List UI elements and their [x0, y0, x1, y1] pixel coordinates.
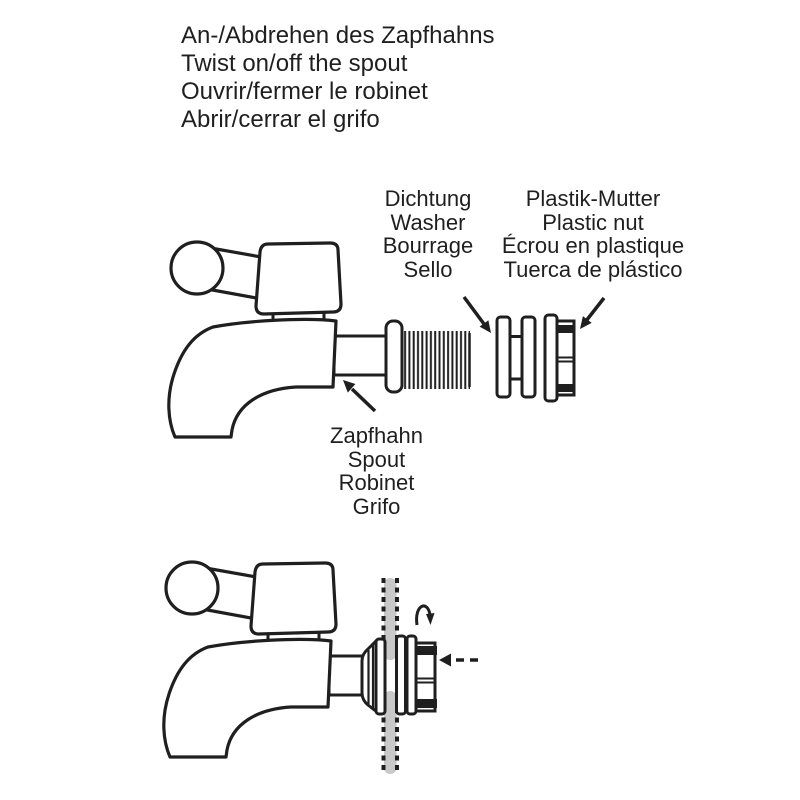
spout-label-de: Zapfhahn	[330, 423, 423, 448]
washer-label-fr: Bourrage	[382, 233, 474, 258]
nut-label-de: Plastik-Mutter	[525, 186, 661, 211]
insert-direction-arrow-icon	[439, 654, 478, 667]
plastic-nut-label	[487, 187, 699, 281]
washer-pointer-arrow-icon	[464, 297, 491, 333]
instruction-title	[181, 22, 495, 134]
title-line-fr: Ouvrir/fermer le robinet	[181, 78, 428, 105]
spout-label	[304, 424, 449, 518]
plastic-nut-part	[545, 315, 574, 401]
spout-pointer-arrow-icon	[343, 380, 375, 411]
spout-label-fr: Robinet	[338, 470, 415, 495]
spout-flange	[386, 321, 402, 392]
title-line-de: An-/Abdrehen des Zapfhahns	[181, 22, 495, 49]
title-line-en: Twist on/off the spout	[181, 50, 408, 77]
spout-label-es: Grifo	[352, 493, 401, 519]
nut-pointer-arrow-icon	[580, 298, 604, 329]
nut-label-es: Tuerca de plástico	[503, 256, 683, 282]
washer-label-de: Dichtung	[384, 186, 472, 211]
spout-label-en: Spout	[347, 446, 406, 472]
nut-label-en: Plastic nut	[542, 209, 644, 235]
assembled-fitting	[362, 636, 437, 714]
faucet-body-bottom	[164, 562, 381, 757]
nut-label-fr: Écrou en plastique	[501, 233, 685, 258]
title-line-es: Abrir/cerrar el grifo	[181, 106, 380, 133]
washer-part	[497, 317, 535, 397]
rotation-arrow-icon	[417, 606, 435, 625]
assembled-view	[164, 562, 478, 774]
washer-label-en: Washer	[390, 209, 466, 235]
threaded-shaft	[402, 331, 470, 389]
washer-label-es: Sello	[403, 256, 453, 282]
